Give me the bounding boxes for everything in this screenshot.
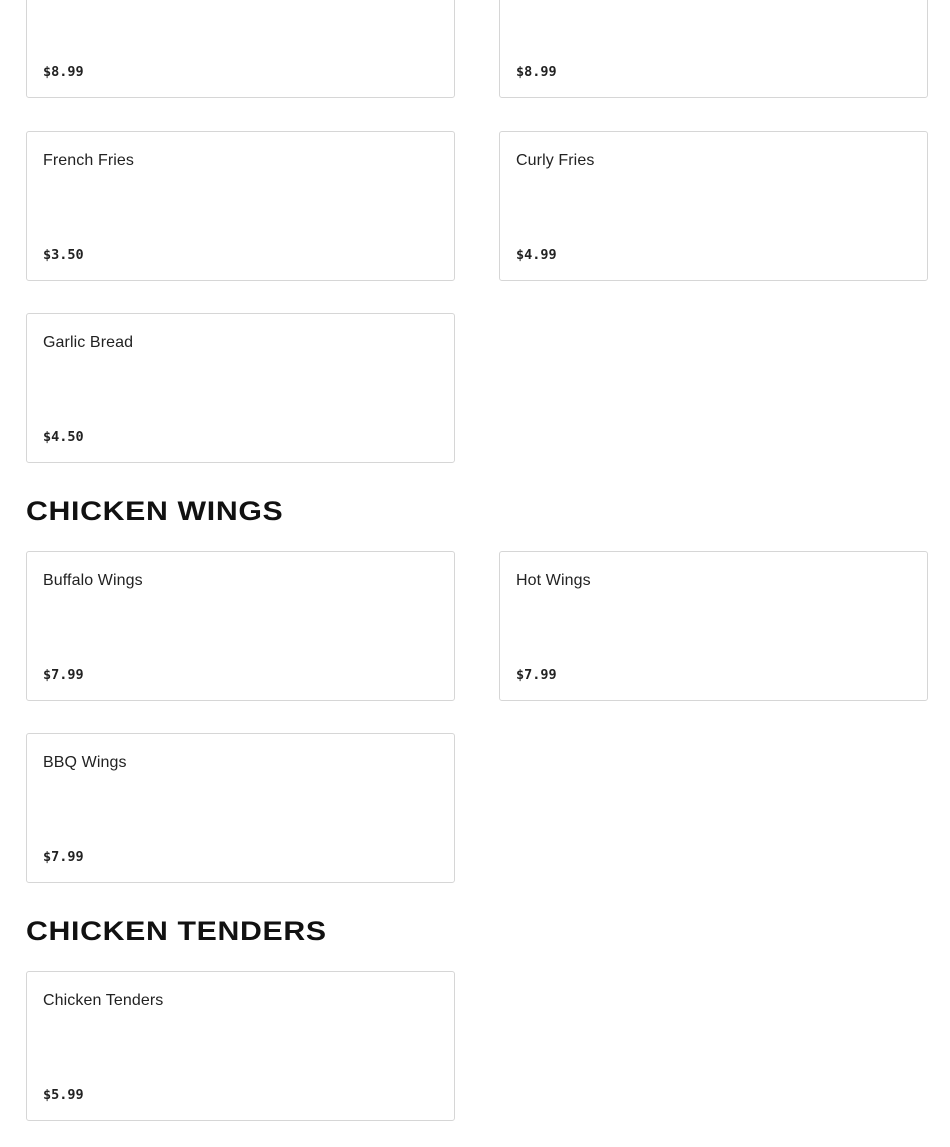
menu-item-price: $7.99	[43, 849, 84, 865]
menu-item-price: $4.99	[516, 247, 557, 263]
menu-item-price: $4.50	[43, 429, 84, 445]
menu-item-name: Curly Fries	[516, 152, 595, 169]
menu-item-card[interactable]	[26, 551, 455, 701]
menu-item-name: BBQ Wings	[43, 754, 127, 771]
menu-item-price: $7.99	[43, 667, 84, 683]
menu-item-price: $7.99	[516, 667, 557, 683]
menu-item-card[interactable]	[499, 0, 928, 98]
menu-item-price: $8.99	[516, 64, 557, 80]
menu-item-price: $5.99	[43, 1087, 84, 1103]
menu-item-name: French Fries	[43, 152, 134, 169]
menu-item-card[interactable]	[26, 971, 455, 1121]
menu-item-name: Buffalo Wings	[43, 572, 143, 589]
menu-item-card[interactable]	[26, 313, 455, 463]
menu-item-price: $3.50	[43, 247, 84, 263]
menu-item-card[interactable]	[26, 131, 455, 281]
menu-item-card[interactable]	[26, 733, 455, 883]
section-title-chicken-tenders: CHICKEN TENDERS	[26, 916, 327, 946]
menu-item-card[interactable]	[499, 551, 928, 701]
section-title-chicken-wings: CHICKEN WINGS	[26, 496, 284, 526]
menu-item-name: Garlic Bread	[43, 334, 134, 351]
menu-item-price: $8.99	[43, 64, 84, 80]
menu-item-name: Hot Wings	[516, 572, 591, 589]
menu-item-card[interactable]	[499, 131, 928, 281]
menu-item-card[interactable]	[26, 0, 455, 98]
menu-item-name: Chicken Tenders	[43, 992, 164, 1009]
